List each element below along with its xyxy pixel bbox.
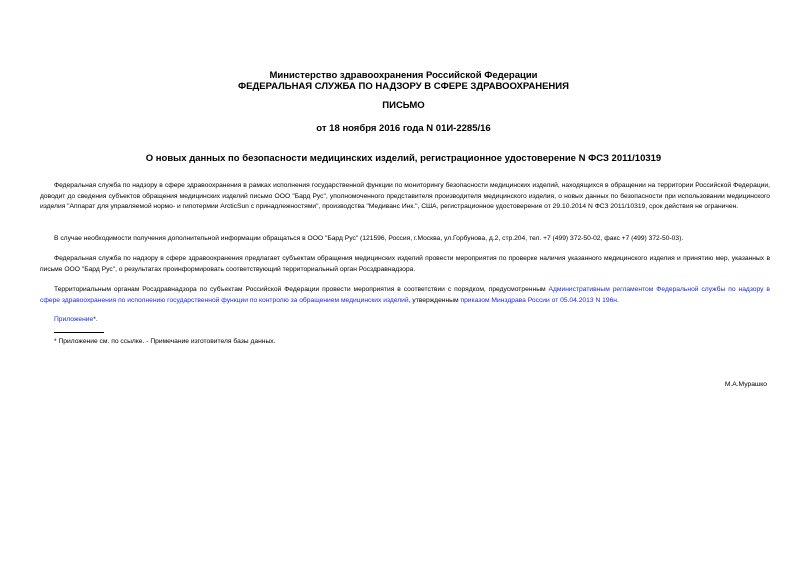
paragraph-contact: В случае необходимости получения дополнительной информации обращаться в ООО "Бард Рус" (121596, Россия, г.Москва, ул.Горбунова, д.2, стр.204, тел. +7 (499) 372-50-02, факс +7 (499) 372-50-03). bbox=[54, 235, 684, 242]
document-date-number: от 18 ноября 2016 года N 01И-2285/16 bbox=[316, 123, 491, 134]
appendix-link[interactable]: Приложение bbox=[54, 316, 94, 323]
service-name: ФЕДЕРАЛЬНАЯ СЛУЖБА ПО НАДЗОРУ В СФЕРЕ ЗДРАВООХРАНЕНИЯ bbox=[238, 81, 569, 92]
document-type: ПИСЬМО bbox=[382, 100, 425, 111]
document-subject: О новых данных по безопасности медицинских изделий, регистрационное удостоверение N ФСЗ 2011/10319 bbox=[145, 153, 662, 164]
appendix-line bbox=[40, 315, 770, 326]
ministry-name: Министерство здравоохранения Российской Федерации bbox=[269, 70, 538, 81]
regulation-link[interactable]: Административным регламентом Федеральной службы по надзору в сфере здравоохранения по исполнению государственной функции по контролю за обращением медицинских изделий bbox=[40, 286, 770, 304]
territorial-text-middle: , утвержденным bbox=[408, 296, 461, 304]
paragraph-territorial bbox=[40, 285, 770, 306]
order-link[interactable]: приказом Минздрава России от 05.04.2013 N 196н bbox=[460, 296, 617, 304]
territorial-text-end: . bbox=[617, 296, 619, 304]
territorial-text-start: Территориальным органам Росздравнадзора по субъектам Российской Федерации провести мероприятия в соответствии с порядком, предусмотренным bbox=[54, 286, 549, 293]
signature: М.А.Мурашко bbox=[724, 381, 767, 388]
appendix-mark: *. bbox=[93, 316, 98, 323]
footnote-divider bbox=[54, 332, 104, 333]
paragraph-proposal: Федеральная служба по надзору в сфере здравоохранения предлагает субъектам обращения медицинских изделий провести мероприятия по проверке наличия указанного медицинского изделия и принятию мер, указанных в письме ООО "Бард Рус", о результатах проинформировать соответствующий территориальный орган Росздравнадзора. bbox=[40, 255, 770, 273]
paragraph-intro: Федеральная служба по надзору в сфере здравоохранения в рамках исполнения государственной функции по мониторингу безопасности медицинских изделий, находящихся в обращении на территории Российской Федерации, доводит до сведения субъектов обращения медицинских изделий письмо ООО "Бард Рус", уполномоченного представителя производителя медицинского изделия, о новых данных по безопасности при использовании медицинского изделия "Аппарат для управляемой нормо- и гипотермии ArcticSun с принадлежностями", производства "Медиванс Инк.", США, регистрационное удостоверение от 29.10.2014 N ФСЗ 2011/10319, срок действия не ограничен. bbox=[40, 182, 770, 211]
footnote-text: * Приложение см. по ссылке. - Примечание изготовителя базы данных. bbox=[54, 338, 276, 345]
